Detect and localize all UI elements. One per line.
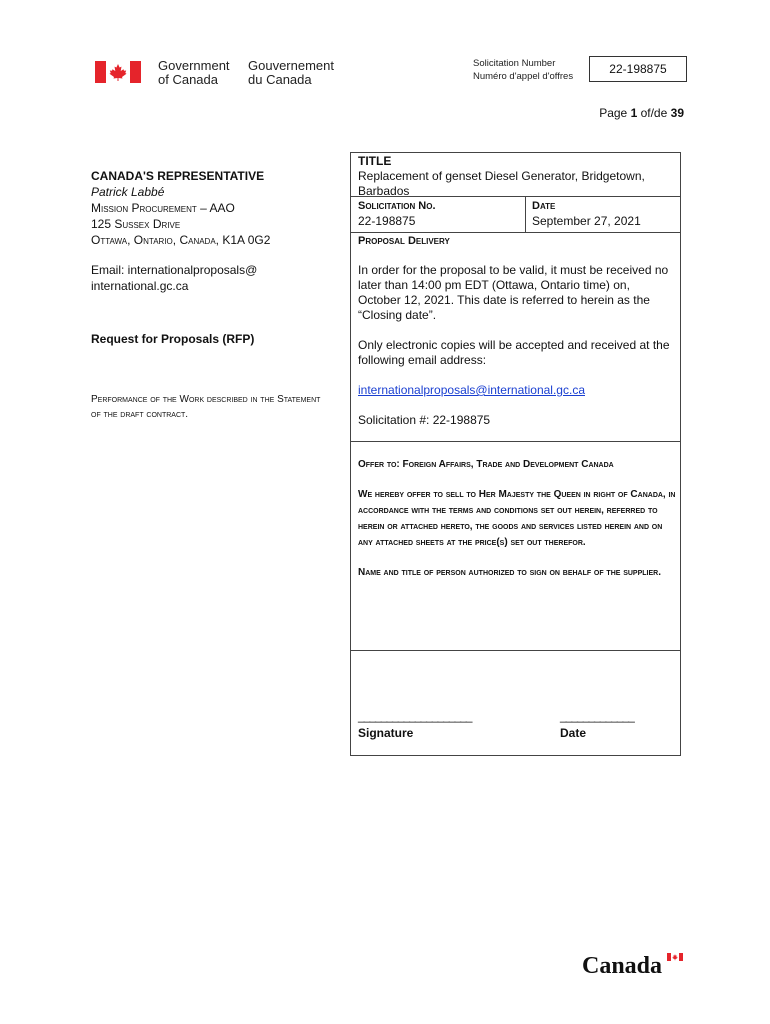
gov-en-line1: Government bbox=[158, 58, 230, 73]
title-label: TITLE bbox=[358, 154, 392, 168]
canada-wordmark: Canada bbox=[582, 953, 663, 979]
rep-address-line1: Mission Procurement – AAO bbox=[91, 201, 235, 215]
proposal-delivery-section bbox=[358, 234, 673, 428]
divider bbox=[351, 232, 680, 233]
title-value: Replacement of genset Diesel Generator, Bridgetown, Barbados bbox=[358, 169, 645, 198]
date-value: September 27, 2021 bbox=[532, 214, 641, 228]
gov-fr-line1: Gouvernement bbox=[248, 58, 334, 73]
proposal-delivery-label: Proposal Delivery bbox=[358, 235, 450, 247]
solicitation-number-box: 22-198875 bbox=[589, 56, 687, 82]
offer-text: We hereby offer to sell to Her Majesty the Queen in right of Canada, in accordance with the terms and conditions set out herein, referred to herein or attached hereto, the goods and services listed herein and on any attached sheets at the price(s) set out therefor. bbox=[358, 489, 676, 548]
date-signature-label: Date bbox=[560, 726, 587, 740]
title-section bbox=[358, 154, 673, 199]
performance-description: Performance of the Work described in the Statement of the draft contract. bbox=[91, 394, 321, 420]
delivery-paragraph-1: In order for the proposal to be valid, it must be received no later than 14:00 pm EDT (Ottawa, Ontario time) on, October 12, 2021. This date is referred to herein as the “Closing date”. bbox=[358, 263, 669, 322]
solicitation-no-section bbox=[358, 199, 436, 229]
page-sep: of/de bbox=[640, 106, 668, 120]
divider bbox=[351, 650, 680, 651]
date-label: Date bbox=[532, 200, 556, 212]
rep-email-line1: Email: internationalproposals@ bbox=[91, 263, 258, 277]
rep-name: Patrick Labbé bbox=[91, 185, 165, 199]
gov-fr-line2: du Canada bbox=[248, 72, 312, 87]
offer-to: Offer to: Foreign Affairs, Trade and Development Canada bbox=[358, 459, 614, 470]
delivery-solicitation: Solicitation #: 22-198875 bbox=[358, 413, 491, 427]
solicitation-no-value: 22-198875 bbox=[358, 214, 416, 228]
signature-line: ____________________ bbox=[358, 709, 472, 723]
delivery-paragraph-2: Only electronic copies will be accepted and received at the following email address: bbox=[358, 338, 670, 367]
rep-email-line2: international.gc.ca bbox=[91, 279, 189, 293]
solicitation-number-labels bbox=[473, 57, 573, 83]
solicitation-label-en: Solicitation Number bbox=[473, 58, 556, 69]
proposal-form-box bbox=[350, 152, 681, 756]
rep-title: CANADA'S REPRESENTATIVE bbox=[91, 169, 265, 183]
rep-address-line2: 125 Sussex Drive bbox=[91, 217, 181, 231]
divider bbox=[351, 441, 680, 442]
page-label: Page bbox=[599, 106, 628, 120]
canada-flag-icon bbox=[95, 61, 141, 83]
gov-en-line2: of Canada bbox=[158, 72, 218, 87]
name-title-instruction: Name and title of person authorized to sign on behalf of the supplier. bbox=[358, 567, 661, 578]
offer-section bbox=[358, 457, 676, 581]
divider bbox=[525, 196, 526, 232]
solicitation-no-label: Solicitation No. bbox=[358, 200, 436, 212]
delivery-email-link[interactable]: internationalproposals@international.gc.ca bbox=[358, 383, 585, 397]
page-number bbox=[599, 106, 684, 120]
page-total: 39 bbox=[670, 106, 684, 120]
date-section bbox=[532, 199, 641, 229]
rep-address-line3: Ottawa, Ontario, Canada, K1A 0G2 bbox=[91, 233, 271, 247]
rfp-heading: Request for Proposals (RFP) bbox=[91, 332, 255, 346]
page-current: 1 bbox=[630, 106, 638, 120]
solicitation-label-fr: Numéro d'appel d'offres bbox=[473, 71, 574, 82]
signature-label: Signature bbox=[358, 726, 414, 740]
canadas-representative bbox=[91, 168, 331, 294]
canada-wordmark-flag-icon bbox=[667, 953, 683, 961]
government-of-canada-en bbox=[158, 59, 230, 87]
divider bbox=[351, 196, 680, 197]
date-signature-line: _____________ bbox=[560, 709, 634, 723]
gouvernement-du-canada-fr bbox=[248, 59, 334, 87]
